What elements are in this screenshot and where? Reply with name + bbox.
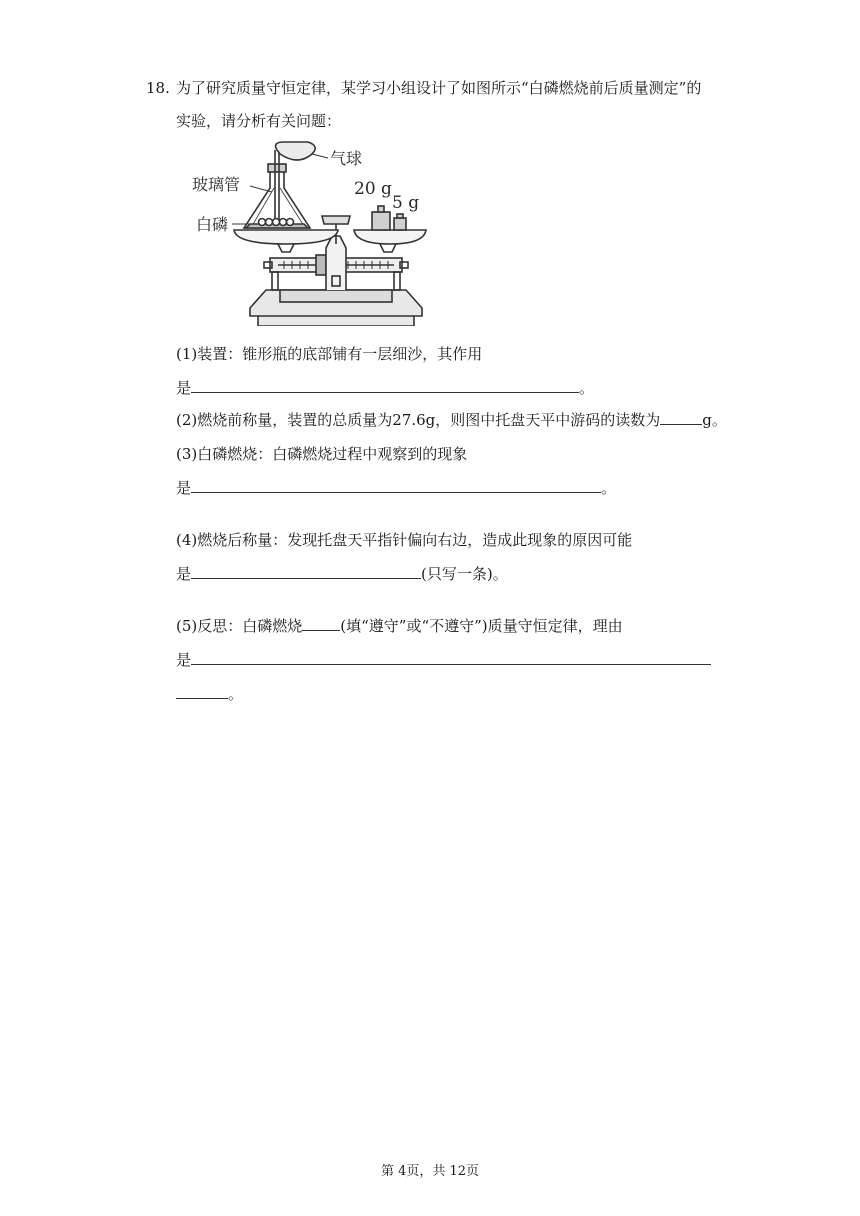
part4-suffix: (只写一条)。	[421, 565, 508, 583]
label-weight-5g: 5 g	[392, 193, 420, 213]
label-balloon: 气球	[330, 149, 363, 168]
balance-figure	[188, 140, 438, 326]
question-stem-line1	[146, 72, 746, 105]
part3-prefix: 是	[176, 479, 192, 497]
part1-line1: (1)装置：锥形瓶的底部铺有一层细沙，其作用	[176, 345, 483, 363]
answer-blank-1[interactable]	[191, 376, 579, 393]
part1-suffix: 。	[579, 379, 595, 397]
label-white-phosphorus: 白磷	[196, 215, 229, 234]
answer-blank-2[interactable]	[660, 408, 702, 425]
part5-line3	[176, 682, 243, 706]
page-footer: 第 4页，共 12页	[380, 1164, 480, 1179]
part1-prefix: 是	[176, 379, 192, 397]
part3-suffix: 。	[601, 479, 617, 497]
answer-blank-4[interactable]	[191, 562, 421, 579]
stem-text-1: 为了研究质量守恒定律，某学习小组设计了如图所示“白磷燃烧前后质量测定”的	[176, 79, 702, 97]
answer-blank-5c[interactable]	[176, 682, 228, 699]
part5-mid: (填“遵守”或“不遵守”)质量守恒定律，理由	[340, 617, 623, 635]
part3-line2	[176, 476, 616, 500]
question-number: 18.	[146, 79, 170, 97]
label-weight-20g: 20 g	[354, 179, 392, 199]
label-glass-tube: 玻璃管	[192, 175, 241, 194]
part1-line2	[176, 376, 594, 400]
part3-line1: (3)白磷燃烧：白磷燃烧过程中观察到的现象	[176, 445, 468, 463]
part5-line2	[176, 648, 711, 672]
answer-blank-5b[interactable]	[191, 648, 711, 665]
part5-text: (5)反思：白磷燃烧	[176, 617, 303, 635]
part2-text: (2)燃烧前称量，装置的总质量为27.6g，则图中托盘天平中游码的读数为	[176, 411, 661, 429]
part5-line1	[176, 614, 623, 638]
part2-suffix: g。	[702, 411, 727, 429]
part5-suffix: 。	[228, 685, 244, 703]
answer-blank-5a[interactable]	[302, 614, 340, 631]
part4-line2	[176, 562, 508, 586]
part4-line1: (4)燃烧后称量：发现托盘天平指针偏向右边，造成此现象的原因可能	[176, 531, 633, 549]
part2-line	[176, 408, 727, 432]
question-stem-line2: 实验，请分析有关问题：	[176, 112, 342, 130]
part5-prefix: 是	[176, 651, 192, 669]
answer-blank-3[interactable]	[191, 476, 601, 493]
part4-prefix: 是	[176, 565, 192, 583]
